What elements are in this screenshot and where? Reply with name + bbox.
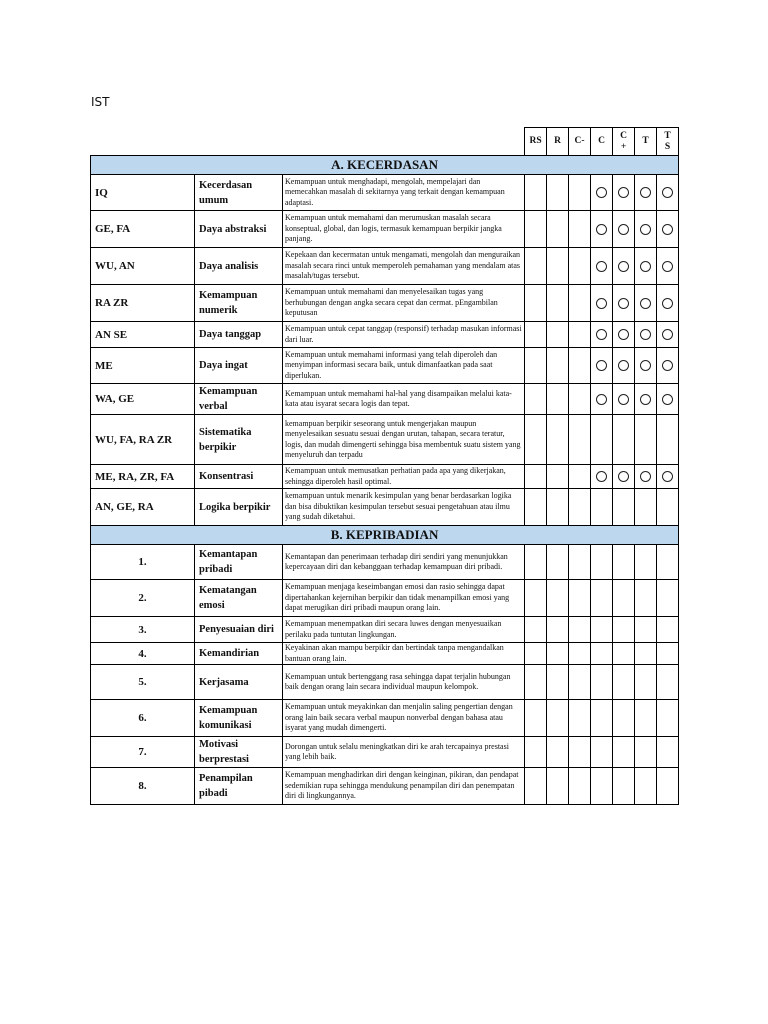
row-code: 2.	[91, 580, 195, 617]
row-code: WU, FA, RA ZR	[91, 415, 195, 465]
rating-cell[interactable]	[525, 248, 547, 285]
row-aspect: Kemampuan verbal	[195, 384, 283, 415]
rating-cell[interactable]	[635, 580, 657, 617]
rating-cell[interactable]	[657, 248, 679, 285]
rating-cell[interactable]	[525, 768, 547, 805]
row-code: IQ	[91, 175, 195, 211]
rating-cell[interactable]	[569, 384, 591, 415]
rating-cell[interactable]	[591, 322, 613, 348]
rating-header-1: R	[547, 128, 569, 156]
row-code: 7.	[91, 737, 195, 768]
rating-cell[interactable]	[635, 643, 657, 665]
rating-cell[interactable]	[635, 545, 657, 580]
row-description: Kemampuan untuk bertenggang rasa sehingga dapat terjalin hubungan baik dengan orang lain secara individual maupun kelompok.	[283, 665, 525, 700]
rating-cell[interactable]	[525, 665, 547, 700]
table-row	[91, 737, 679, 768]
rating-cell[interactable]	[657, 643, 679, 665]
radio-circle-icon[interactable]	[640, 394, 651, 405]
rating-cell[interactable]	[613, 322, 635, 348]
rating-cell[interactable]	[525, 643, 547, 665]
rating-cell[interactable]	[657, 175, 679, 211]
row-description: Kemampuan menjaga keseimbangan emosi dan rasio sehingga dapat dipertahankan kejernihan berpikir dan tidak menampilkan emosi yang dapat merugikan diri pribadi maupun orang lain.	[283, 580, 525, 617]
row-code: ME	[91, 348, 195, 384]
rating-cell[interactable]	[525, 415, 547, 465]
rating-cell[interactable]	[525, 617, 547, 643]
rating-cell[interactable]	[657, 700, 679, 737]
radio-circle-icon[interactable]	[596, 187, 607, 198]
radio-circle-icon[interactable]	[618, 187, 629, 198]
rating-cell[interactable]	[657, 322, 679, 348]
rating-cell[interactable]	[635, 285, 657, 322]
row-code: AN SE	[91, 322, 195, 348]
row-code: 1.	[91, 545, 195, 580]
rating-cell[interactable]	[613, 465, 635, 489]
table-row	[91, 643, 679, 665]
row-description: Kemampuan untuk memahami dan menyelesaikan tugas yang berhubungan dengan angka secara cepat dan cermat. pEngambilan keputusan	[283, 285, 525, 322]
rating-cell[interactable]	[525, 322, 547, 348]
radio-circle-icon[interactable]	[618, 298, 629, 309]
table-row	[91, 248, 679, 285]
radio-circle-icon[interactable]	[662, 261, 673, 272]
rating-cell[interactable]	[547, 643, 569, 665]
row-code: GE, FA	[91, 211, 195, 248]
rating-cell[interactable]	[591, 415, 613, 465]
rating-cell[interactable]	[591, 285, 613, 322]
assessment-table	[90, 127, 679, 805]
rating-cell[interactable]	[591, 700, 613, 737]
rating-cell[interactable]	[635, 617, 657, 643]
rating-cell[interactable]	[613, 768, 635, 805]
row-description: Kemampuan untuk meyakinkan dan menjalin saling pengertian dengan orang lain baik secara verbal maupun nonverbal dengan bahasa atau isyarat yang mudah dimengerti.	[283, 700, 525, 737]
rating-cell[interactable]	[591, 175, 613, 211]
rating-cell[interactable]	[569, 415, 591, 465]
rating-cell[interactable]	[613, 643, 635, 665]
table-row	[91, 384, 679, 415]
table-row	[91, 489, 679, 526]
table-row	[91, 617, 679, 643]
table-row	[91, 665, 679, 700]
radio-circle-icon[interactable]	[662, 471, 673, 482]
rating-cell[interactable]	[547, 175, 569, 211]
rating-cell[interactable]	[613, 211, 635, 248]
rating-cell[interactable]	[547, 322, 569, 348]
row-aspect: Penampilan pibadi	[195, 768, 283, 805]
rating-cell[interactable]	[613, 737, 635, 768]
rating-cell[interactable]	[547, 211, 569, 248]
rating-cell[interactable]	[635, 465, 657, 489]
rating-cell[interactable]	[591, 580, 613, 617]
row-description: Kemampuan untuk menghadapi, mengolah, mempelajari dan memecahkan masalah di sekitarnya yang terkait dengan kemampuan adaptasi.	[283, 175, 525, 211]
rating-cell[interactable]	[591, 211, 613, 248]
table-row	[91, 211, 679, 248]
rating-cell[interactable]	[569, 768, 591, 805]
row-aspect: Penyesuaian diri	[195, 617, 283, 643]
header-spacer	[91, 128, 525, 156]
rating-cell[interactable]	[569, 737, 591, 768]
rating-cell[interactable]	[657, 580, 679, 617]
row-description: Kemampuan untuk memahami hal-hal yang disampaikan melalui kata-kata atau isyarat secara logis dan tepat.	[283, 384, 525, 415]
radio-circle-icon[interactable]	[596, 261, 607, 272]
rating-cell[interactable]	[613, 348, 635, 384]
rating-header-6: T S	[657, 128, 679, 156]
row-aspect: Daya abstraksi	[195, 211, 283, 248]
row-description: Kemantapan dan penerimaan terhadap diri sendiri yang menunjukkan kepercayaan diri dan kebanggaan terhadap kemampuan diri pribadi.	[283, 545, 525, 580]
section-title: A. KECERDASAN	[91, 156, 679, 175]
rating-cell[interactable]	[657, 415, 679, 465]
rating-cell[interactable]	[635, 248, 657, 285]
rating-cell[interactable]	[635, 175, 657, 211]
rating-cell[interactable]	[613, 489, 635, 526]
rating-cell[interactable]	[569, 211, 591, 248]
table-row	[91, 465, 679, 489]
radio-circle-icon[interactable]	[618, 394, 629, 405]
rating-header-3: C	[591, 128, 613, 156]
rating-cell[interactable]	[613, 545, 635, 580]
row-aspect: Konsentrasi	[195, 465, 283, 489]
table-row	[91, 175, 679, 211]
rating-cell[interactable]	[569, 700, 591, 737]
row-aspect: Daya tanggap	[195, 322, 283, 348]
row-code: 6.	[91, 700, 195, 737]
rating-cell[interactable]	[613, 285, 635, 322]
rating-cell[interactable]	[635, 322, 657, 348]
rating-cell[interactable]	[591, 737, 613, 768]
rating-cell[interactable]	[569, 322, 591, 348]
row-code: 5.	[91, 665, 195, 700]
rating-cell[interactable]	[591, 617, 613, 643]
rating-cell[interactable]	[525, 545, 547, 580]
rating-cell[interactable]	[657, 384, 679, 415]
table-row	[91, 285, 679, 322]
radio-circle-icon[interactable]	[596, 329, 607, 340]
rating-cell[interactable]	[635, 737, 657, 768]
rating-cell[interactable]	[635, 384, 657, 415]
rating-cell[interactable]	[547, 248, 569, 285]
rating-cell[interactable]	[657, 489, 679, 526]
rating-cell[interactable]	[657, 617, 679, 643]
rating-header-4: C +	[613, 128, 635, 156]
rating-cell[interactable]	[591, 465, 613, 489]
rating-cell[interactable]	[613, 415, 635, 465]
rating-cell[interactable]	[525, 348, 547, 384]
rating-cell[interactable]	[635, 348, 657, 384]
radio-circle-icon[interactable]	[640, 261, 651, 272]
rating-cell[interactable]	[525, 700, 547, 737]
radio-circle-icon[interactable]	[618, 261, 629, 272]
rating-cell[interactable]	[525, 580, 547, 617]
radio-circle-icon[interactable]	[596, 224, 607, 235]
section-header-row	[91, 526, 679, 545]
rating-cell[interactable]	[635, 665, 657, 700]
row-aspect: Kemantapan pribadi	[195, 545, 283, 580]
rating-cell[interactable]	[547, 465, 569, 489]
rating-cell[interactable]	[613, 665, 635, 700]
radio-circle-icon[interactable]	[662, 224, 673, 235]
rating-header-row	[91, 128, 679, 156]
rating-cell[interactable]	[525, 489, 547, 526]
rating-cell[interactable]	[547, 348, 569, 384]
rating-header-5: T	[635, 128, 657, 156]
row-description: kemampuan untuk menarik kesimpulan yang benar berdasarkan logika dan bisa dibuktikan kesimpulan tersebut sesuai pengetahuan atau ilmu yang sudah diketahui.	[283, 489, 525, 526]
rating-cell[interactable]	[657, 545, 679, 580]
rating-cell[interactable]	[547, 545, 569, 580]
rating-cell[interactable]	[591, 248, 613, 285]
radio-circle-icon[interactable]	[618, 224, 629, 235]
row-aspect: Kerjasama	[195, 665, 283, 700]
rating-cell[interactable]	[569, 248, 591, 285]
rating-cell[interactable]	[547, 768, 569, 805]
section-title: B. KEPRIBADIAN	[91, 526, 679, 545]
radio-circle-icon[interactable]	[640, 187, 651, 198]
rating-cell[interactable]	[613, 248, 635, 285]
rating-header-0: RS	[525, 128, 547, 156]
row-description: Kemampuan menempatkan diri secara luwes dengan menyesuaikan perilaku pada tuntutan lingkungan.	[283, 617, 525, 643]
radio-circle-icon[interactable]	[618, 360, 629, 371]
radio-circle-icon[interactable]	[618, 329, 629, 340]
rating-cell[interactable]	[657, 768, 679, 805]
radio-circle-icon[interactable]	[662, 298, 673, 309]
table-row	[91, 545, 679, 580]
row-code: 8.	[91, 768, 195, 805]
row-aspect: Kemampuan numerik	[195, 285, 283, 322]
rating-cell[interactable]	[635, 489, 657, 526]
rating-cell[interactable]	[525, 384, 547, 415]
row-description: Kepekaan dan kecermatan untuk mengamati, mengolah dan menguraikan masalah secara rinci untuk memperoleh pemahaman yang mendalam atas masalah/tugas tersebut.	[283, 248, 525, 285]
rating-cell[interactable]	[569, 175, 591, 211]
rating-cell[interactable]	[525, 737, 547, 768]
rating-cell[interactable]	[525, 211, 547, 248]
radio-circle-icon[interactable]	[662, 329, 673, 340]
rating-cell[interactable]	[569, 489, 591, 526]
rating-cell[interactable]	[657, 211, 679, 248]
rating-cell[interactable]	[569, 665, 591, 700]
row-code: AN, GE, RA	[91, 489, 195, 526]
row-description: Kemampuan untuk memahami dan merumuskan masalah secara konseptual, global, dan logis, termasuk kemampuan berpikir jangka panjang.	[283, 211, 525, 248]
rating-cell[interactable]	[547, 580, 569, 617]
row-aspect: Daya ingat	[195, 348, 283, 384]
row-code: WU, AN	[91, 248, 195, 285]
rating-cell[interactable]	[591, 665, 613, 700]
row-description: kemampuan berpikir seseorang untuk mengerjakan maupun menyelesaikan sesuatu sesuai dengan urutan, tahapan, secara teratur, logis, dan mudah dimengerti sehingga bisa membentuk suatu sistem yang menyeluruh dan terpadu	[283, 415, 525, 465]
table-row	[91, 700, 679, 737]
rating-cell[interactable]	[569, 545, 591, 580]
row-code: 4.	[91, 643, 195, 665]
row-code: WA, GE	[91, 384, 195, 415]
rating-cell[interactable]	[547, 617, 569, 643]
table-row	[91, 322, 679, 348]
radio-circle-icon[interactable]	[640, 360, 651, 371]
rating-cell[interactable]	[525, 285, 547, 322]
row-description: Kemampuan menghadirkan diri dengan keinginan, pikiran, dan pendapat sedemikian rupa sehingga mendukung penampilan diri dan penempatan diri di lingkungannya.	[283, 768, 525, 805]
rating-cell[interactable]	[613, 700, 635, 737]
table-row	[91, 768, 679, 805]
radio-circle-icon[interactable]	[596, 394, 607, 405]
rating-cell[interactable]	[657, 665, 679, 700]
rating-cell[interactable]	[591, 768, 613, 805]
rating-cell[interactable]	[547, 285, 569, 322]
rating-cell[interactable]	[613, 175, 635, 211]
radio-circle-icon[interactable]	[596, 471, 607, 482]
row-aspect: Logika berpikir	[195, 489, 283, 526]
row-aspect: Daya analisis	[195, 248, 283, 285]
row-description: Kemampuan untuk memahami informasi yang telah diperoleh dan menyimpan informasi secara baik, untuk dimanfaatkan pada saat diperlukan.	[283, 348, 525, 384]
rating-cell[interactable]	[569, 643, 591, 665]
rating-cell[interactable]	[657, 348, 679, 384]
rating-cell[interactable]	[591, 384, 613, 415]
rating-cell[interactable]	[569, 580, 591, 617]
rating-cell[interactable]	[569, 617, 591, 643]
rating-cell[interactable]	[547, 665, 569, 700]
row-code: RA ZR	[91, 285, 195, 322]
row-aspect: Kemampuan komunikasi	[195, 700, 283, 737]
table-row	[91, 348, 679, 384]
row-aspect: Motivasi berprestasi	[195, 737, 283, 768]
rating-cell[interactable]	[547, 737, 569, 768]
rating-cell[interactable]	[525, 465, 547, 489]
section-header-row	[91, 156, 679, 175]
row-aspect: Kecerdasan umum	[195, 175, 283, 211]
rating-cell[interactable]	[591, 348, 613, 384]
rating-cell[interactable]	[657, 465, 679, 489]
rating-cell[interactable]	[591, 545, 613, 580]
row-aspect: Kemandirian	[195, 643, 283, 665]
table-row	[91, 415, 679, 465]
radio-circle-icon[interactable]	[662, 187, 673, 198]
rating-cell[interactable]	[657, 285, 679, 322]
rating-cell[interactable]	[613, 617, 635, 643]
rating-cell[interactable]	[525, 175, 547, 211]
radio-circle-icon[interactable]	[640, 471, 651, 482]
rating-cell[interactable]	[635, 768, 657, 805]
rating-cell[interactable]	[591, 489, 613, 526]
rating-cell[interactable]	[547, 384, 569, 415]
rating-cell[interactable]	[547, 700, 569, 737]
document-label: IST	[91, 95, 110, 109]
rating-cell[interactable]	[569, 348, 591, 384]
radio-circle-icon[interactable]	[662, 394, 673, 405]
radio-circle-icon[interactable]	[640, 329, 651, 340]
row-aspect: Sistematika berpikir	[195, 415, 283, 465]
rating-cell[interactable]	[657, 737, 679, 768]
row-code: 3.	[91, 617, 195, 643]
rating-cell[interactable]	[635, 700, 657, 737]
rating-cell[interactable]	[547, 489, 569, 526]
rating-cell[interactable]	[569, 465, 591, 489]
row-description: Kemampuan untuk memusatkan perhatian pada apa yang dikerjakan, sehingga diperoleh hasil optimal.	[283, 465, 525, 489]
rating-cell[interactable]	[613, 384, 635, 415]
rating-cell[interactable]	[635, 211, 657, 248]
row-description: Kemampuan untuk cepat tanggap (responsif) terhadap masukan informasi dari luar.	[283, 322, 525, 348]
rating-cell[interactable]	[613, 580, 635, 617]
rating-header-2: C-	[569, 128, 591, 156]
radio-circle-icon[interactable]	[640, 224, 651, 235]
row-description: Dorongan untuk selalu meningkatkan diri ke arah tercapainya prestasi yang lebih baik.	[283, 737, 525, 768]
radio-circle-icon[interactable]	[596, 360, 607, 371]
row-aspect: Kematangan emosi	[195, 580, 283, 617]
table-row	[91, 580, 679, 617]
radio-circle-icon[interactable]	[640, 298, 651, 309]
row-description: Keyakinan akan mampu berpikir dan bertindak tanpa mengandalkan bantuan orang lain.	[283, 643, 525, 665]
rating-cell[interactable]	[547, 415, 569, 465]
rating-cell[interactable]	[635, 415, 657, 465]
radio-circle-icon[interactable]	[618, 471, 629, 482]
rating-cell[interactable]	[569, 285, 591, 322]
row-code: ME, RA, ZR, FA	[91, 465, 195, 489]
rating-cell[interactable]	[591, 643, 613, 665]
radio-circle-icon[interactable]	[662, 360, 673, 371]
radio-circle-icon[interactable]	[596, 298, 607, 309]
